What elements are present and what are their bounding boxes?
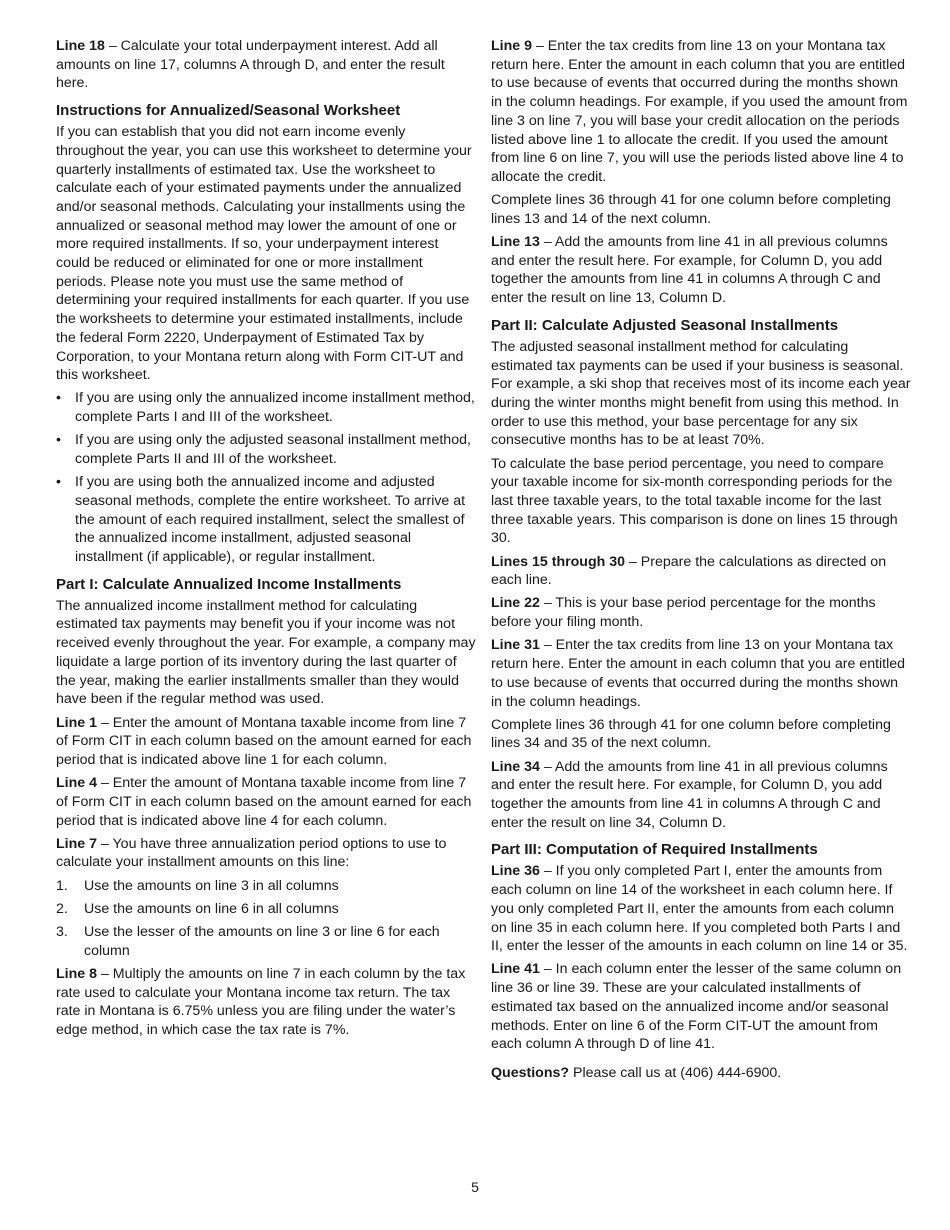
part2-heading: Part II: Calculate Adjusted Seasonal Installments xyxy=(491,316,839,334)
line41-paragraph: Line 41 – In each column enter the lesser of the same column on line 36 or line 39. These are your calculated installments of estimated tax based on the annualized income and/or seasonal methods. Enter on line 6 of the Form CIT-UT the amount from each column A through D of line 41. xyxy=(491,961,902,1053)
list-item: 3. Use the lesser of the amounts on line 3 or line 6 for each column xyxy=(56,924,440,959)
line31-paragraph: Line 31 – Enter the tax credits from line 13 on your Montana tax return here. Enter the amount in each column that you are entitled to use because of events that occurred during the months shown in the column headings. xyxy=(491,637,906,710)
bullet-icon: • xyxy=(56,390,61,407)
part3-heading: Part III: Computation of Required Installments xyxy=(491,841,818,859)
line4-paragraph: Line 4 – Enter the amount of Montana taxable income from line 7 of Form CIT in each column based on the amount earned for each period that is indicated above line 4 for each column. xyxy=(56,775,472,829)
line18-paragraph: Line 18 – Calculate your total underpayment interest. Add all amounts on line 17, columns A through D, and enter the result here. xyxy=(56,38,445,92)
line13-paragraph: Line 13 – Add the amounts from line 41 in all previous columns and enter the result here. For example, for Column D, you add together the amounts from line 41 in columns A through C and enter the result on line 13, Column D. xyxy=(491,234,888,307)
list-item: 2. Use the amounts on line 6 in all columns xyxy=(56,900,339,917)
line34-paragraph: Line 34 – Add the amounts from line 41 in all previous columns and enter the result here. For example, for Column D, you add together the amounts from line 41 in columns A through C and enter the result on line 34, Column D. xyxy=(491,758,888,831)
page-number: 5 xyxy=(471,1179,479,1195)
bullet-icon: • xyxy=(56,474,61,491)
part2-paragraph: The adjusted seasonal installment method for calculating estimated tax payments can be used if your business is seasonal. For example, a ski shop that receives most of its income each year during the winter months might benefit from using this method. In order to use this method, your base percentage for any six consecutive months has to be at least 70%. xyxy=(491,338,911,449)
instructions-heading: Instructions for Annualized/Seasonal Worksheet xyxy=(56,102,401,120)
method-bullet-list xyxy=(56,389,476,566)
line1-paragraph: Line 1 – Enter the amount of Montana taxable income from line 7 of Form CIT in each column based on the amount earned for each period that is indicated above line 1 for each column. xyxy=(56,714,472,768)
option-number: 3. xyxy=(56,924,68,941)
list-item: • If you are using both the annualized income and adjusted seasonal methods, complete the entire worksheet. To arrive at the amount of each required installment, select the smallest of the annualized income installment, adjusted seasonal installment (if applicable), or regular installment. xyxy=(56,474,466,566)
line22-paragraph: Line 22 – This is your base period percentage for the months before your filing month. xyxy=(491,595,876,631)
list-item: 1. Use the amounts on line 3 in all columns xyxy=(56,877,339,894)
instructions-paragraph: If you can establish that you did not earn income evenly throughout the year, you can use this worksheet to determine your quarterly installments of estimated tax. Use the worksheet to calculate each of your estimated payments under the annualized and/or seasonal methods. Calculating your installments using the annualized or seasonal method may lower the amount of one or more required installments. If so, your underpayment interest could be reduced or eliminated for one or more installment periods. Please note you must use the same method of determining your required installments for each quarter. If you use the worksheets to determine your estimated installments, include the federal Form 2220, Underpayment of Estimated Tax by Corporation, to your Montana return along with Form CIT-UT and this worksheet. xyxy=(56,124,472,384)
line8-paragraph: Line 8 – Multiply the amounts on line 7 in each column by the tax rate used to calculate your Montana income tax return. The tax rate in Montana is 6.75% unless you are filing under the water’s edge method, in which case the tax rate is 7%. xyxy=(56,965,466,1039)
lines15-30-paragraph: Lines 15 through 30 – Prepare the calculations as directed on each line. xyxy=(491,553,887,589)
annualization-options-list xyxy=(56,877,476,961)
bullet-icon: • xyxy=(56,432,61,449)
line9-paragraph: Line 9 – Enter the tax credits from line 13 on your Montana tax return here. Enter the amount in each column that you are entitled to use because of events that occurred during the months shown in the column headings. For example, if you used the amount from line 3 on line 7, you will base your credit allocation on the periods listed above line 1 to allocate the credit. If you used the amount from line 6 on line 7, you will use the periods listed above line 4 to allocate the credit. xyxy=(491,38,908,185)
part1-paragraph: The annualized income installment method for calculating estimated tax payments may benefit you if your income was not received evenly throughout the year. For example, a company may liquidate a large portion of its inventory during the last quarter of the year, making the earlier installments smaller than they would have been if the regular method was used. xyxy=(56,597,476,708)
complete-lines-note-1: Complete lines 36 through 41 for one column before completing lines 13 and 14 of the next column. xyxy=(491,192,891,227)
line7-paragraph: Line 7 – You have three annualization period options to use to calculate your installment amounts on this line: xyxy=(56,835,447,871)
line36-paragraph: Line 36 – If you only completed Part I, enter the amounts from each column on line 14 of the worksheet in each column here. If you only completed Part II, enter the amounts from each column on line 35 in each column here. If you completed both Parts I and II, enter the lesser of the amounts in each column on line 14 or 35. xyxy=(491,863,908,955)
questions-paragraph: Questions? Please call us at (406) 444-6900. xyxy=(491,1064,782,1081)
option-number: 1. xyxy=(56,877,68,894)
part1-heading: Part I: Calculate Annualized Income Installments xyxy=(56,575,402,593)
list-item: • If you are using only the adjusted seasonal installment method, complete Parts II and III of the worksheet. xyxy=(56,432,471,468)
right-column xyxy=(491,37,911,1087)
option-number: 2. xyxy=(56,900,68,917)
list-item: • If you are using only the annualized income installment method, complete Parts I and III of the worksheet. xyxy=(56,390,475,426)
left-column xyxy=(56,37,476,1044)
base-period-paragraph: To calculate the base period percentage, you need to compare your taxable income for six-month corresponding periods for the last three taxable years, to the total taxable income for the last three taxable years. This comparison is done on lines 15 through 30. xyxy=(491,455,898,547)
complete-lines-note-2: Complete lines 36 through 41 for one column before completing lines 34 and 35 of the next column. xyxy=(491,716,891,752)
